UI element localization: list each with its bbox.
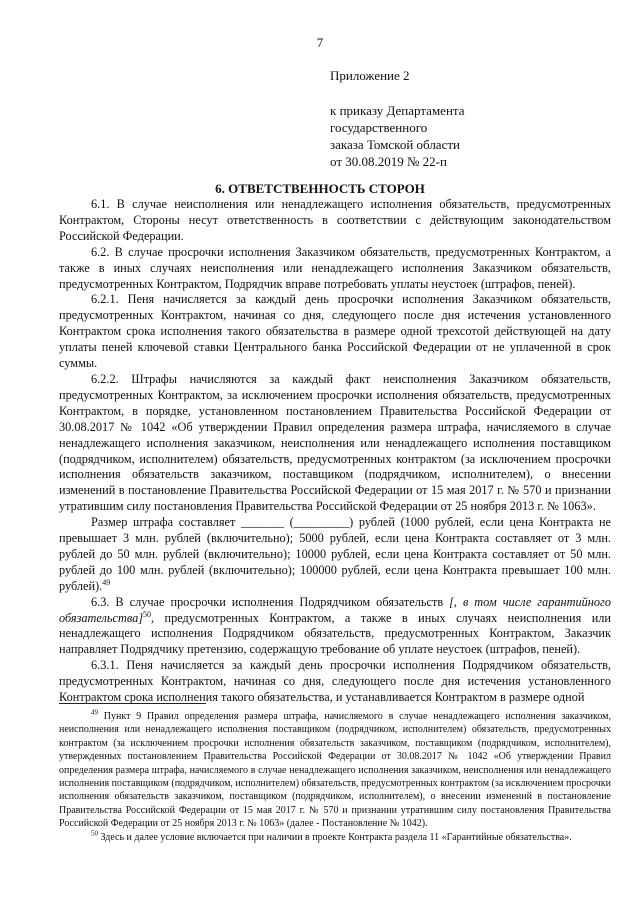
document-body [59,197,611,706]
appendix-order-date: от 30.08.2019 № 22-п [330,154,447,169]
clause-6-1: 6.1. В случае неисполнения или ненадлежащего исполнения обязательств, предусмотренных Контрактом, Стороны несут ответственность в соответствии с действующим законодательством Российской Федерации. [59,197,611,243]
footnotes [59,710,611,844]
footnote-ref-49: 49 [102,577,111,587]
footnote-text: Здесь и далее условие включается при наличии в проекте Контракта раздела 11 «Гарантийные обязательства». [98,831,572,843]
page-number: 7 [316,35,324,50]
clause-6-2-2: 6.2.2. Штрафы начисляются за каждый факт неисполнения Заказчиком обязательств, предусмотренных Контрактом, за исключением просрочки исполнения обязательств, предусмотренных Контрактом, в порядке, установленном постановлением Правительства Российской Федерации от 30.08.2017 № 1042 «Об утверждении Правил определения размера штрафа, начисляемого в случае ненадлежащего исполнения заказчиком, неисполнения или ненадлежащего исполнения поставщиком (подрядчиком, исполнителем) обязательств, предусмотренных контрактом (за исключением просрочки исполнения обязательств заказчиком, поставщиком (подрядчиком, исполнителем), о внесении изменений в постановление Правительства Российской Федерации от 15 мая 2017 г. № 570 и признании утратившим силу постановления Правительства Российской Федерации от 25 ноября 2013 г. № 1063». [59,371,611,514]
clause-6-3-end: , предусмотренных Контрактом, а также в иных случаях неисполнения или ненадлежащего исполнения Подрядчиком обязательств, предусмотренных Контрактом, Заказчик направляет Подрядчику претензию, содержащую требование об уплате неустоек (штрафов, пеней). [59,610,611,657]
footnote-49 [59,710,611,831]
section-heading: 6. ОТВЕТСТВЕННОСТЬ СТОРОН [215,181,425,196]
footnote-mark: 50 [91,829,98,838]
footnote-ref-50: 50 [143,609,152,619]
appendix-line: к приказу Департамента [330,103,465,118]
clause-6-3-1: 6.3.1. Пеня начисляется за каждый день просрочки исполнения Подрядчиком обязательств, предусмотренных Контрактом, начиная со дня, следующего после дня истечения установленного Контрактом срока исполнения такого обязательства, и устанавливается Контрактом в размере одной [59,658,611,705]
appendix-line: государственного [330,120,428,135]
appendix-line: заказа Томской области [330,137,460,152]
fine-amount-paragraph [59,515,611,595]
clause-6-3-start: 6.3. В случае просрочки исполнения Подрядчиком обязательств [91,594,450,609]
clause-6-3-italic: [, в том числе гарантийного обязательства] [59,594,611,625]
footnote-mark: 49 [91,708,98,717]
footnote-50 [59,831,611,844]
appendix-title: Приложение 2 [330,68,410,83]
fine-amount-text: Размер штрафа составляет _______ (_________) рублей (1000 рублей, если цена Контракта не превышает 3 млн. рублей (включительно); 5000 рублей, если цена Контракта составляет от 3 млн. рублей до 50 млн. рублей (включительно); 10000 рублей, если цена Контракта составляет от 50 млн. рублей до 100 млн. рублей (включительно); 100000 рублей, если цена Контракта превышает 100 млн. рублей). [59,515,611,593]
footnote-text: Пункт 9 Правил определения размера штрафа, начисляемого в случае ненадлежащего исполнения заказчиком, неисполнения или ненадлежащего исполнения поставщиком (подрядчиком, исполнителем) обязательств, предусмотренных контрактом (за исключением просрочки исполнения обязательств заказчиком, поставщиком (подрядчиком, исполнителем), утвержденных постановлением Правительства Российской Федерации от 30.08.2017 № 1042 «Об утверждении Правил определения размера штрафа, начисляемого в случае ненадлежащего исполнения заказчиком, неисполнения или ненадлежащего исполнения поставщиком (подрядчиком, исполнителем) обязательств, предусмотренных контрактом (за исключением просрочки исполнения обязательств заказчиком, поставщиком (подрядчиком, исполнителем), о внесении изменений в постановление Правительства Российской Федерации от 15 мая 2017 г. № 570 и признании утратившим силу постановления Правительства Российской Федерации от 25 ноября 2013 г. № 1063» (далее - Постановление № 1042). [59,711,611,830]
footnote-separator [59,703,206,704]
clause-6-3 [59,595,611,659]
clause-6-2: 6.2. В случае просрочки исполнения Заказчиком обязательств, предусмотренных Контрактом, а также в иных случаях неисполнения или ненадлежащего исполнения Заказчиком обязательств, предусмотренных Контрактом, Подрядчик вправе потребовать уплаты неустоек (штрафов, пеней). [59,244,611,291]
clause-6-2-1: 6.2.1. Пеня начисляется за каждый день просрочки исполнения Заказчиком обязательств, предусмотренных Контрактом, начиная со дня, следующего после дня истечения установленного Контрактом срока исполнения такого обязательства в размере одной трехсотой действующей на дату уплаты пеней ключевой ставки Центрального банка Российской Федерации от не уплаченной в срок суммы. [59,292,611,371]
